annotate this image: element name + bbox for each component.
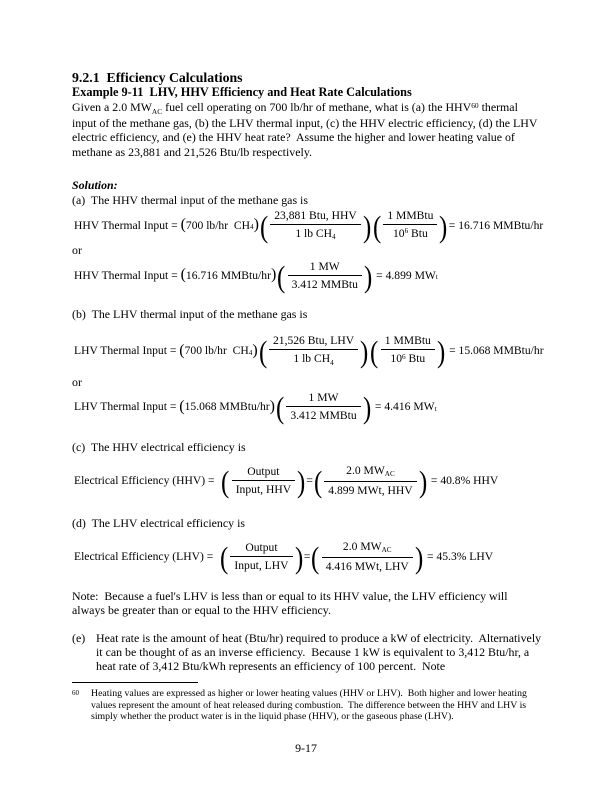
fraction-numerator [286,390,360,406]
subscript: AC [151,106,163,116]
text-token: 4.416 MWt, LHV [325,559,409,573]
subscript: AC [384,470,395,479]
text-token: Btu [408,226,428,240]
text-token: LHV Thermal Input = [74,400,180,414]
fraction-numerator [324,463,416,481]
text-token: 1 MW [308,391,339,405]
close-paren: ) [362,208,371,244]
text-token: = 4.416 MW [372,400,435,414]
text-token: = 16.716 MMBtu/hr [448,218,544,232]
subscript: 4 [332,233,336,242]
fraction [322,539,413,574]
fraction-numerator [288,259,362,275]
text-token: LHV Thermal Input = [74,344,180,358]
close-paren: ) [418,463,427,499]
text-token: 21,526 Btu, LHV [272,334,355,348]
item-e-block [72,630,545,674]
fraction [288,259,362,292]
text-token: 1 lb CH [295,226,333,240]
item-a-line: (a) The HHV thermal input of the methane gas is [72,193,308,208]
item-b-line: (b) The LHV thermal input of the methane gas is [72,307,308,322]
open-paren: ( [313,463,323,499]
close-paren: ) [436,334,446,370]
text-token: 15.068 MMBtu/hr [184,400,270,414]
item-c-line: (c) The HHV electrical efficiency is [72,439,246,454]
fraction-denominator [383,224,437,243]
open-paren: ( [373,208,382,244]
open-paren: ( [179,397,185,415]
text-token: = [306,473,313,487]
fraction-denominator [270,224,360,243]
fraction [232,464,295,497]
fraction-denominator [230,556,292,573]
equation-hhv-thermal-input-2 [72,257,542,293]
fraction-denominator [381,349,435,368]
close-paren: ) [439,208,448,244]
fraction [230,540,292,573]
close-paren: ) [414,539,424,575]
fraction [381,333,435,368]
fraction-numerator [270,208,360,224]
subscript: t [434,404,437,413]
text-token: Given a 2.0 MW [72,100,152,114]
item-d-line: (d) The LHV electrical efficiency is [72,516,246,531]
fraction-numerator [383,208,437,224]
equation-electrical-efficiency-hhv [72,462,542,498]
page-number: 9-17 [295,741,317,755]
close-paren: ) [269,397,275,415]
subscript: AC [381,546,392,555]
text-token: 700 lb/hr CH [185,218,250,232]
text-token: thermal input of the methane gas, (b) the LHV thermal input, (c) the HHV electric efficiency, (d) the LHV electric efficiency, and (e) the HHV heat rate? Assume the higher and lower heating value of methane as 23,881 and 21,526 Btu/lb respectively. [72,100,541,159]
example-heading: Example 9-11 LHV, HHV Efficiency and Heat Rate Calculations [72,85,412,99]
text-token: 3.412 MMBtu [290,409,357,423]
text-token: HHV Thermal Input = [74,268,181,282]
text-token: 1 lb CH [293,352,331,366]
open-paren: ( [180,266,186,284]
item-e-text: Heat rate is the amount of heat (Btu/hr) required to produce a kW of electricity. Alternatively it can be thought of as an inverse efficiency. Because 1 kW is equivalent to 3,412 Btu/hr, a heat rate of 3,412 Btu/kWh represents an efficiency of 100 percent. Note [96,630,545,674]
intro-paragraph [72,100,542,159]
close-paren: ) [360,334,369,370]
item-e-label: (e) [72,630,86,645]
close-paren: ) [270,266,277,284]
equation-lhv-thermal-input-2 [72,389,542,425]
footnote-text: Heating values are expressed as higher or lower heating values (HHV or LHV). Both higher and lower heating values represent the amount of heat released during combustion. The difference between the HHV and LHV is simply whether the product water is in the liquid phase (HHV), or the gaseous phase (LHV). [91,688,530,723]
text-token: Btu [405,352,426,366]
open-paren: ( [258,334,267,370]
fraction [270,208,360,243]
text-token: 1 MMBtu [387,208,434,222]
text-token: 700 lb/hr CH [184,344,249,358]
close-paren: ) [297,463,306,499]
superscript: 6 [404,227,409,236]
fraction-numerator [230,540,292,556]
text-token: 10 [392,226,405,240]
fraction [383,208,437,243]
superscript: 60 [471,100,479,110]
footnote-divider [72,682,198,683]
text-token: HHV Thermal Input = [74,218,181,232]
text-token: = 45.3% LHV [424,549,494,563]
text-token: 1 MW [309,259,340,273]
fraction-numerator [232,464,295,480]
open-paren: ( [370,334,379,370]
text-token: 2.0 MW [346,463,385,477]
text-token: = 40.8% HHV [427,473,499,487]
open-paren: ( [221,463,230,499]
equation-lhv-thermal-input-1 [72,330,542,372]
text-token: Input, HHV [235,482,292,496]
section-heading: 9.2.1 Efficiency Calculations [72,70,243,85]
text-token: 23,881 Btu, HHV [274,208,357,222]
fraction-numerator [269,333,358,349]
open-paren: ( [259,208,269,244]
open-paren: ( [220,539,229,575]
close-paren: ) [252,341,258,359]
or-label-1: or [72,243,82,258]
subscript: 4 [248,348,253,357]
close-paren: ) [363,258,373,294]
fraction-denominator [286,406,360,423]
close-paren: ) [294,539,303,575]
open-paren: ( [311,539,320,575]
or-label-2: or [72,374,82,389]
text-token: Input, LHV [234,558,289,572]
text-token: fuel cell operating on 700 lb/hr of methane, what is (a) the HHV [162,100,472,114]
fraction [286,390,360,423]
open-paren: ( [277,258,286,294]
text-token: 2.0 MW [342,539,382,553]
text-token: = 15.068 MMBtu/hr [446,344,544,358]
superscript: 6 [401,352,406,361]
text-token: 3.412 MMBtu [291,277,358,291]
text-token: Electrical Efficiency (LHV) = [74,549,220,563]
text-token: = [303,549,311,563]
fraction [324,463,416,498]
text-token: 10 [390,352,402,366]
fraction-denominator [269,349,358,368]
note-paragraph: Note: Because a fuel's LHV is less than or equal to its HHV value, the LHV efficiency will always be greater than or equal to the HHV efficiency. [72,589,511,618]
fraction-denominator [322,557,413,574]
text-token: 16.716 MMBtu/hr [185,268,271,282]
fraction-numerator [322,539,413,557]
subscript: 4 [250,223,254,232]
close-paren: ) [362,390,371,426]
subscript: t [435,273,438,282]
text-token: 4.899 MWt, HHV [328,483,413,497]
open-paren: ( [180,216,186,234]
equation-electrical-efficiency-lhv [72,538,542,574]
equation-hhv-thermal-input-1 [72,207,542,243]
subscript: 4 [330,358,334,367]
open-paren: ( [276,390,285,426]
open-paren: ( [179,341,185,359]
text-token: = 4.899 MW [373,268,436,282]
text-token: Output [247,464,280,478]
text-token: Output [245,540,278,554]
footnote-marker: 60 [72,689,79,698]
text-token: Electrical Efficiency (HHV) = [74,473,221,487]
fraction-denominator [324,481,416,498]
footnote-block [72,688,542,722]
close-paren: ) [253,216,259,234]
fraction-denominator [232,480,295,497]
fraction [269,333,358,368]
fraction-denominator [288,275,362,292]
solution-label: Solution: [72,177,118,192]
text-token: 1 MMBtu [384,334,431,348]
fraction-numerator [381,333,435,349]
